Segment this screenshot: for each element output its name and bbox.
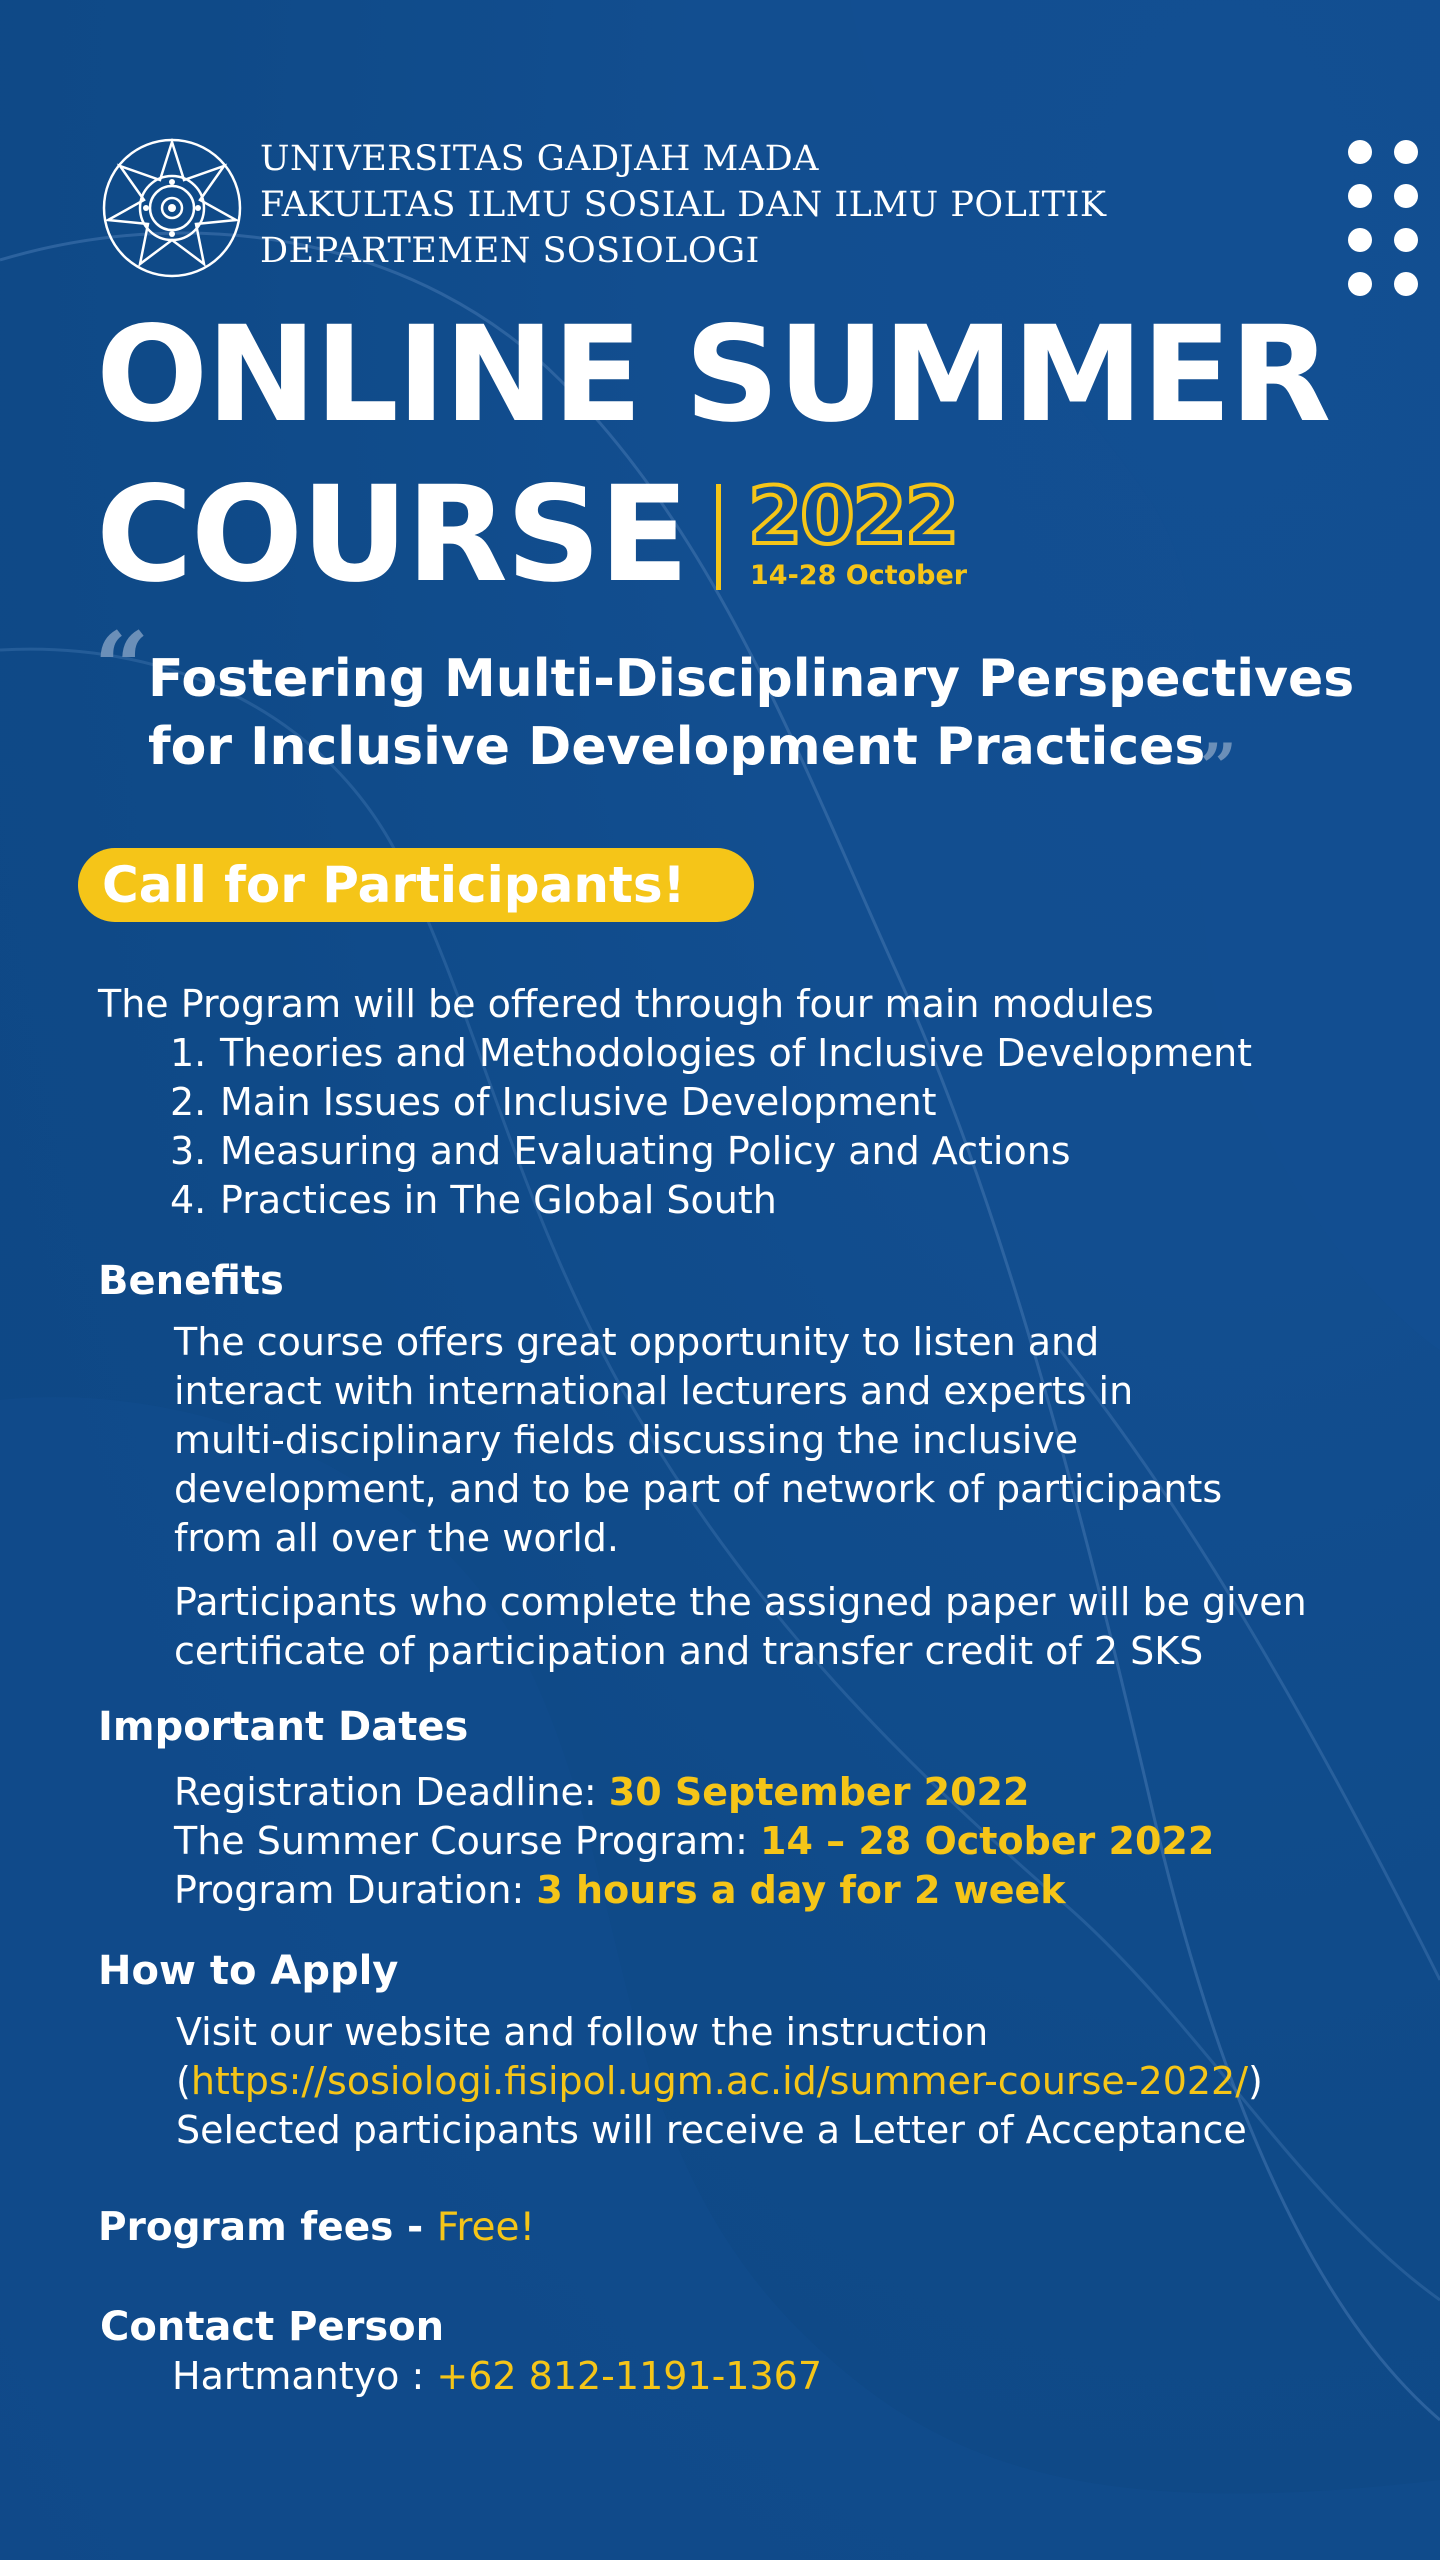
date-value: 30 September 2022 bbox=[608, 1770, 1030, 1814]
apply-instruction: Visit our website and follow the instruction bbox=[176, 2010, 989, 2054]
fees-label: Program fees - bbox=[98, 2205, 437, 2250]
open-quote-icon: “ bbox=[94, 611, 150, 724]
how-to-apply-heading: How to Apply bbox=[98, 1948, 399, 1994]
paren-open: ( bbox=[176, 2059, 191, 2103]
university-seal-logo bbox=[100, 136, 244, 280]
fees-value: Free! bbox=[436, 2205, 536, 2250]
university-name: UNIVERSITAS GADJAH MADA bbox=[260, 139, 819, 179]
title-line-1: ONLINE SUMMER bbox=[96, 298, 1330, 452]
contact-phone[interactable]: +62 812-1191-1367 bbox=[436, 2354, 823, 2398]
theme-line-1: Fostering Multi-Disciplinary Perspectives bbox=[148, 649, 1355, 709]
benefits-text-line: certificate of participation and transfer credit of 2 SKS bbox=[174, 1629, 1204, 1673]
date-item-registration bbox=[174, 1768, 1029, 1817]
apply-url-line bbox=[176, 2057, 1263, 2106]
important-dates-heading: Important Dates bbox=[98, 1704, 469, 1750]
module-number: 3. bbox=[170, 1129, 207, 1173]
call-label: Call for Participants! bbox=[102, 856, 686, 914]
contact-heading: Contact Person bbox=[100, 2304, 445, 2350]
benefits-text-line: Participants who complete the assigned paper will be given bbox=[174, 1580, 1307, 1624]
module-item: Practices in The Global South bbox=[220, 1178, 777, 1222]
department-name: DEPARTEMEN SOSIOLOGI bbox=[260, 231, 760, 271]
title-line-2: COURSE bbox=[96, 458, 688, 612]
date-label: Registration Deadline: bbox=[174, 1770, 609, 1814]
module-item: Theories and Methodologies of Inclusive Development bbox=[220, 1031, 1253, 1075]
close-quote-icon: ” bbox=[1200, 730, 1237, 805]
module-item: Measuring and Evaluating Policy and Actions bbox=[220, 1129, 1071, 1173]
paren-close: ) bbox=[1248, 2059, 1263, 2103]
title-dates: 14-28 October bbox=[750, 560, 968, 591]
date-value: 3 hours a day for 2 week bbox=[536, 1868, 1066, 1912]
program-fees bbox=[98, 2203, 535, 2252]
benefits-text-line: from all over the world. bbox=[174, 1516, 619, 1560]
date-label: Program Duration: bbox=[174, 1868, 537, 1912]
module-item: Main Issues of Inclusive Development bbox=[220, 1080, 937, 1124]
title-year: 2022 bbox=[748, 472, 958, 562]
benefits-text-line: interact with international lecturers and experts in bbox=[174, 1369, 1134, 1413]
module-number: 4. bbox=[170, 1178, 207, 1222]
title-divider bbox=[716, 484, 721, 590]
module-number: 2. bbox=[170, 1080, 207, 1124]
benefits-heading: Benefits bbox=[98, 1258, 284, 1304]
date-item-duration bbox=[174, 1866, 1066, 1915]
date-value: 14 – 28 October 2022 bbox=[760, 1819, 1215, 1863]
website-link[interactable]: https://sosiologi.fisipol.ugm.ac.id/summer-course-2022/ bbox=[190, 2059, 1249, 2103]
acceptance-note: Selected participants will receive a Letter of Acceptance bbox=[176, 2108, 1247, 2152]
theme-line-2: for Inclusive Development Practices bbox=[148, 717, 1206, 777]
program-intro: The Program will be offered through four main modules bbox=[98, 982, 1154, 1026]
benefits-text-line: The course offers great opportunity to listen and bbox=[174, 1320, 1100, 1364]
date-item-program bbox=[174, 1817, 1214, 1866]
benefits-text-line: multi-disciplinary fields discussing the inclusive bbox=[174, 1418, 1079, 1462]
module-number: 1. bbox=[170, 1031, 207, 1075]
call-for-participants-badge bbox=[78, 848, 754, 922]
faculty-name: FAKULTAS ILMU SOSIAL DAN ILMU POLITIK bbox=[260, 185, 1107, 225]
contact-line bbox=[172, 2352, 822, 2401]
contact-name: Hartmantyo : bbox=[172, 2354, 437, 2398]
date-label: The Summer Course Program: bbox=[174, 1819, 761, 1863]
benefits-text-line: development, and to be part of network of participants bbox=[174, 1467, 1223, 1511]
